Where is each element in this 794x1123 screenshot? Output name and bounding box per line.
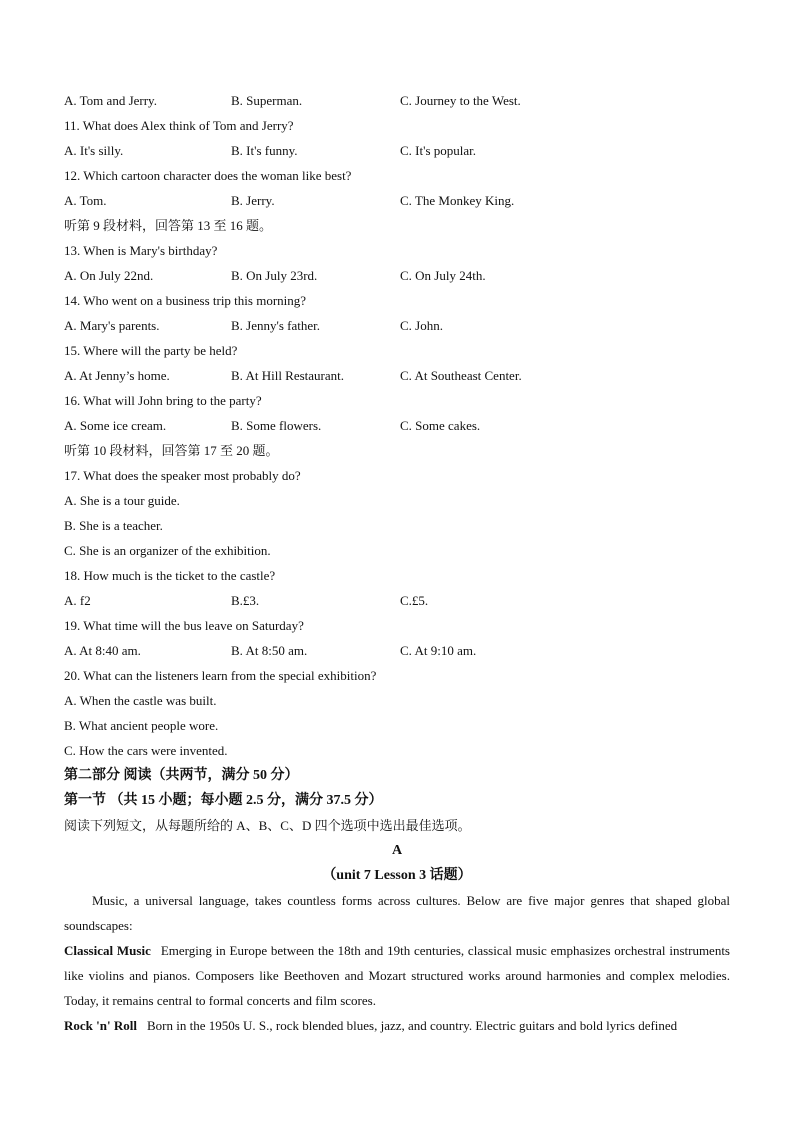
genre-classical-term: Classical Music: [64, 943, 151, 958]
q19-option-c: C. At 9:10 am.: [400, 643, 477, 658]
q14-option-a: A. Mary's parents.: [64, 318, 160, 333]
part2-title: 第二部分 阅读（共两节，满分 50 分）: [64, 768, 299, 783]
q20-option-c: C. How the cars were invented.: [64, 743, 228, 758]
reading-instruction: 阅读下列短文，从每题所给的 A、B、C、D 四个选项中选出最佳选项。: [64, 818, 471, 833]
genre-rock-paragraph: [64, 1013, 730, 1038]
q13-option-c: C. On July 24th.: [400, 268, 486, 283]
q20-option-b: B. What ancient people wore.: [64, 718, 219, 733]
section9-instruction: 听第 9 段材料，回答第 13 至 16 题。: [64, 218, 273, 233]
q10-option-c: C. Journey to the West.: [400, 93, 521, 108]
q14-option-c: C. John.: [400, 318, 443, 333]
q12-question: 12. Which cartoon character does the woman like best?: [64, 168, 352, 183]
q20-question: 20. What can the listeners learn from the special exhibition?: [64, 668, 377, 683]
q15-option-b: B. At Hill Restaurant.: [231, 368, 345, 383]
passage-label: A: [391, 843, 403, 858]
q13-option-a: A. On July 22nd.: [64, 268, 154, 283]
passage-source: （unit 7 Lesson 3 话题）: [322, 868, 472, 883]
q16-option-b: B. Some flowers.: [231, 418, 322, 433]
q11-question: 11. What does Alex think of Tom and Jerry?: [64, 118, 294, 133]
q18-option-c: C.£5.: [400, 593, 429, 608]
q13-option-b: B. On July 23rd.: [231, 268, 318, 283]
q17-option-b: B. She is a teacher.: [64, 518, 163, 533]
q18-option-b: B.£3.: [231, 593, 260, 608]
q14-options: [64, 313, 730, 338]
q13-question: 13. When is Mary's birthday?: [64, 243, 218, 258]
genre-rock-text: Born in the 1950s U. S., rock blended blues, jazz, and country. Electric guitars and bold lyrics defined: [146, 1018, 678, 1033]
q12-option-b: B. Jerry.: [231, 193, 275, 208]
q11-option-a: A. It's silly.: [64, 143, 124, 158]
section10-instruction: 听第 10 段材料，回答第 17 至 20 题。: [64, 443, 279, 458]
q16-question: 16. What will John bring to the party?: [64, 393, 262, 408]
q17-option-a: A. She is a tour guide.: [64, 493, 180, 508]
genre-classical-text: Emerging in Europe between the 18th and 19th centuries, classical music emphasizes orchestral instruments like violins and pianos. Composers like Beethoven and Mozart structured works around harmonies and complex melodies. Today, it remains central to formal concerts and film scores.: [64, 943, 730, 1008]
q20-option-a: A. When the castle was built.: [64, 693, 217, 708]
q16-options: [64, 413, 730, 438]
passage-intro: Music, a universal language, takes countless forms across cultures. Below are five major genres that shaped global soundscapes:: [64, 893, 730, 933]
q13-options: [64, 263, 730, 288]
q19-question: 19. What time will the bus leave on Saturday?: [64, 618, 304, 633]
genre-classical-paragraph: [64, 938, 730, 1013]
q15-option-a: A. At Jenny’s home.: [64, 368, 170, 383]
q17-question: 17. What does the speaker most probably do?: [64, 468, 301, 483]
q18-options: [64, 588, 730, 613]
q10-option-b: B. Superman.: [231, 93, 303, 108]
q14-question: 14. Who went on a business trip this morning?: [64, 293, 307, 308]
q11-options: [64, 138, 730, 163]
q14-option-b: B. Jenny's father.: [231, 318, 320, 333]
q12-options: [64, 188, 730, 213]
q11-option-c: C. It's popular.: [400, 143, 477, 158]
q15-option-c: C. At Southeast Center.: [400, 368, 522, 383]
q16-option-c: C. Some cakes.: [400, 418, 481, 433]
q10-option-a: A. Tom and Jerry.: [64, 93, 157, 108]
q12-option-c: C. The Monkey King.: [400, 193, 515, 208]
q15-options: [64, 363, 730, 388]
q18-question: 18. How much is the ticket to the castle?: [64, 568, 276, 583]
section1-title: 第一节 （共 15 小题；每小题 2.5 分，满分 37.5 分）: [64, 793, 383, 808]
q10-options: [64, 88, 730, 113]
exam-page: [64, 88, 730, 1038]
q19-option-a: A. At 8:40 am.: [64, 643, 141, 658]
q15-question: 15. Where will the party be held?: [64, 343, 238, 358]
q16-option-a: A. Some ice cream.: [64, 418, 167, 433]
genre-rock-term: Rock 'n' Roll: [64, 1018, 137, 1033]
q18-option-a: A. f2: [64, 593, 91, 608]
q12-option-a: A. Tom.: [64, 193, 107, 208]
q19-option-b: B. At 8:50 am.: [231, 643, 308, 658]
q11-option-b: B. It's funny.: [231, 143, 298, 158]
q19-options: [64, 638, 730, 663]
q17-option-c: C. She is an organizer of the exhibition.: [64, 543, 271, 558]
